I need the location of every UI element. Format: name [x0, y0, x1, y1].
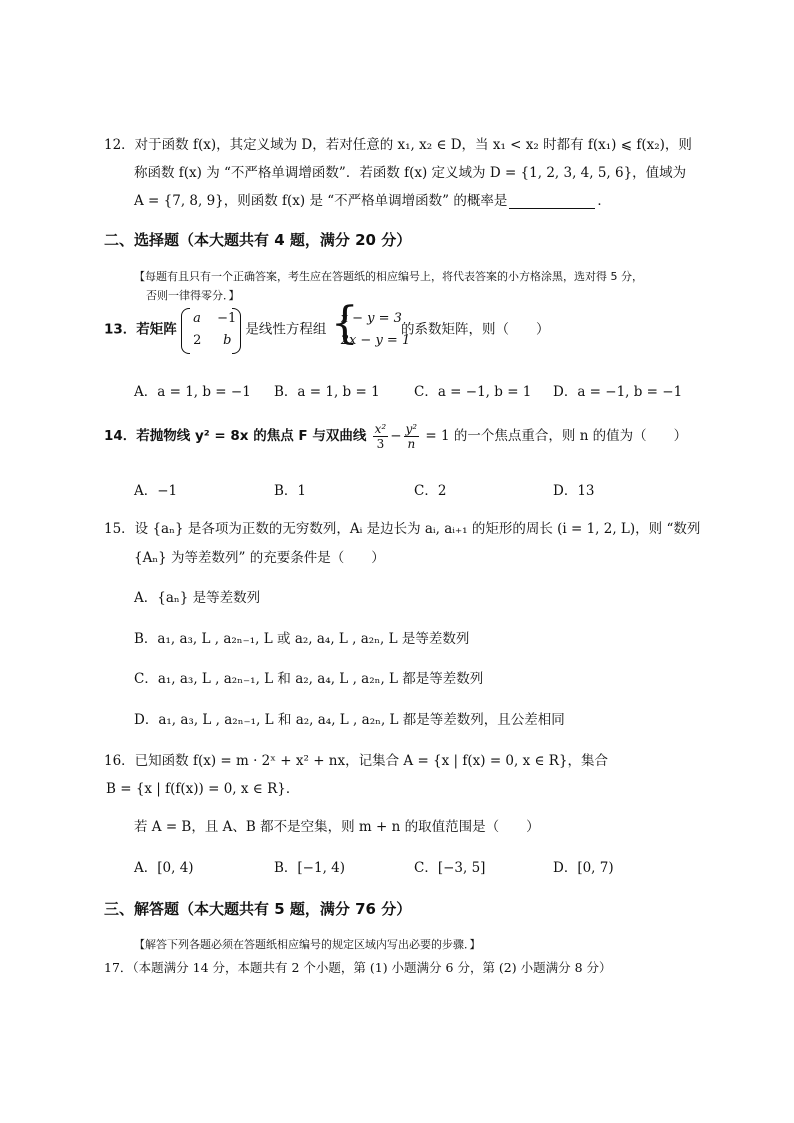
q14-option-b: B．1 — [274, 483, 307, 499]
q14-prefix: 14．若抛物线 y² = 8x 的焦点 F 与双曲线 — [104, 428, 367, 444]
q12-line-2: 称函数 f(x) 为 “不严格单调增函数”．若函数 f(x) 定义域为 D = {1, 2, 3, 4, 5, 6}，值域为 — [134, 165, 687, 181]
fraction-y2-over-n — [404, 422, 420, 451]
q12-line-3-text: A = {7, 8, 9}，则函数 f(x) 是 “不严格单调增函数” 的概率是 — [134, 193, 508, 209]
fraction-2-numerator: y² — [405, 422, 418, 436]
q16-line-3: 若 A = B，且 A、B 都不是空集，则 m + n 的取值范围是（ ） — [134, 819, 540, 835]
q16-option-d: D．[0, 7) — [553, 860, 614, 876]
matrix-left-bracket — [181, 308, 190, 354]
q16-option-a: A．[0, 4) — [134, 860, 194, 876]
system-brace: { — [330, 298, 359, 349]
matrix-cell-21: 2 — [193, 333, 202, 348]
q17-line-1: 17．（本题满分 14 分，本题共有 2 个小题，第 (1) 小题满分 6 分，第 (2) 小题满分 8 分） — [104, 960, 612, 975]
q12-line-1: 12．对于函数 f(x)，其定义域为 D，若对任意的 x₁, x₂ ∈ D，当 x₁ < x₂ 时都有 f(x₁) ⩽ f(x₂)，则 — [104, 137, 692, 153]
fraction-2-denominator: n — [407, 437, 416, 451]
q13-mid-text: 是线性方程组 — [245, 321, 327, 338]
q14-option-d: D．13 — [553, 483, 595, 499]
section-3-note: 【解答下列各题必须在答题纸相应编号的规定区域内写出必要的步骤．】 — [134, 938, 481, 951]
fraction-1-denominator: 3 — [376, 437, 385, 451]
q15-line-1: 15．设 {aₙ} 是各项为正数的无穷数列，Aᵢ 是边长为 aᵢ, aᵢ₊₁ 的矩形的周长 (i = 1, 2, L)，则 “数列 — [104, 521, 701, 537]
section-2-note-2: 否则一律得零分．】 — [146, 289, 240, 302]
q13-prefix: 13．若矩阵 — [104, 321, 177, 338]
q15-option-c: C．a₁, a₃, L , a₂ₙ₋₁, L 和 a₂, a₄, L , a₂ₙ, L 都是等差数列 — [134, 671, 484, 687]
q14-option-a: A．−1 — [134, 483, 178, 499]
fraction-x2-over-3 — [373, 422, 389, 451]
q12-line-3-end: ． — [597, 193, 611, 209]
section-3-title: 三、解答题（本大题共有 5 题，满分 76 分） — [104, 900, 412, 918]
linear-system — [330, 298, 411, 352]
q13-post-text: 的系数矩阵，则（ ） — [400, 321, 550, 338]
fraction-1-numerator: x² — [374, 422, 387, 436]
section-2-note-1: 【每题有且只有一个正确答案，考生应在答题纸的相应编号上，将代表答案的小方格涂黑，选对得 5 分， — [134, 270, 643, 283]
q16-line-1: 16．已知函数 f(x) = m · 2ˣ + x² + nx，记集合 A = {x | f(x) = 0, x ∈ R}，集合 — [104, 753, 609, 769]
q15-option-b: B．a₁, a₃, L , a₂ₙ₋₁, L 或 a₂, a₄, L , a₂ₙ, L 是等差数列 — [134, 631, 470, 647]
q16-line-2: B = {x | f(f(x)) = 0, x ∈ R}． — [106, 781, 300, 797]
q13-option-c: C．a = −1, b = 1 — [414, 384, 532, 400]
q14-post-text: = 1 的一个焦点重合，则 n 的值为（ ） — [425, 428, 688, 444]
matrix-cell-22: b — [223, 333, 232, 348]
q15-option-a: A．{aₙ} 是等差数列 — [134, 590, 261, 606]
q14-stem — [104, 422, 687, 451]
q12-line-3 — [134, 189, 611, 209]
matrix-cell-11: a — [193, 311, 201, 326]
q16-option-c: C．[−3, 5] — [414, 860, 486, 876]
matrix-cell-12: −1 — [217, 311, 237, 326]
answer-blank — [509, 194, 595, 209]
section-2-title: 二、选择题（本大题共有 4 题，满分 20 分） — [104, 231, 412, 249]
q13-option-a: A．a = 1, b = −1 — [134, 384, 251, 400]
q14-option-c: C．2 — [414, 483, 447, 499]
q15-option-d: D．a₁, a₃, L , a₂ₙ₋₁, L 和 a₂, a₄, L , a₂ₙ, L 都是等差数列，且公差相同 — [134, 712, 565, 728]
system-equation-1: x − y = 3 — [340, 311, 402, 326]
coefficient-matrix — [181, 308, 241, 352]
q13-option-b: B．a = 1, b = 1 — [274, 384, 380, 400]
q16-option-b: B．[−1, 4) — [274, 860, 346, 876]
q13-stem — [104, 298, 550, 352]
q13-option-d: D．a = −1, b = −1 — [553, 384, 683, 400]
minus-sign: − — [390, 428, 402, 444]
q15-line-2: {Aₙ} 为等差数列” 的充要条件是（ ） — [134, 550, 385, 566]
system-equation-2: 2x − y = 1 — [340, 333, 411, 348]
